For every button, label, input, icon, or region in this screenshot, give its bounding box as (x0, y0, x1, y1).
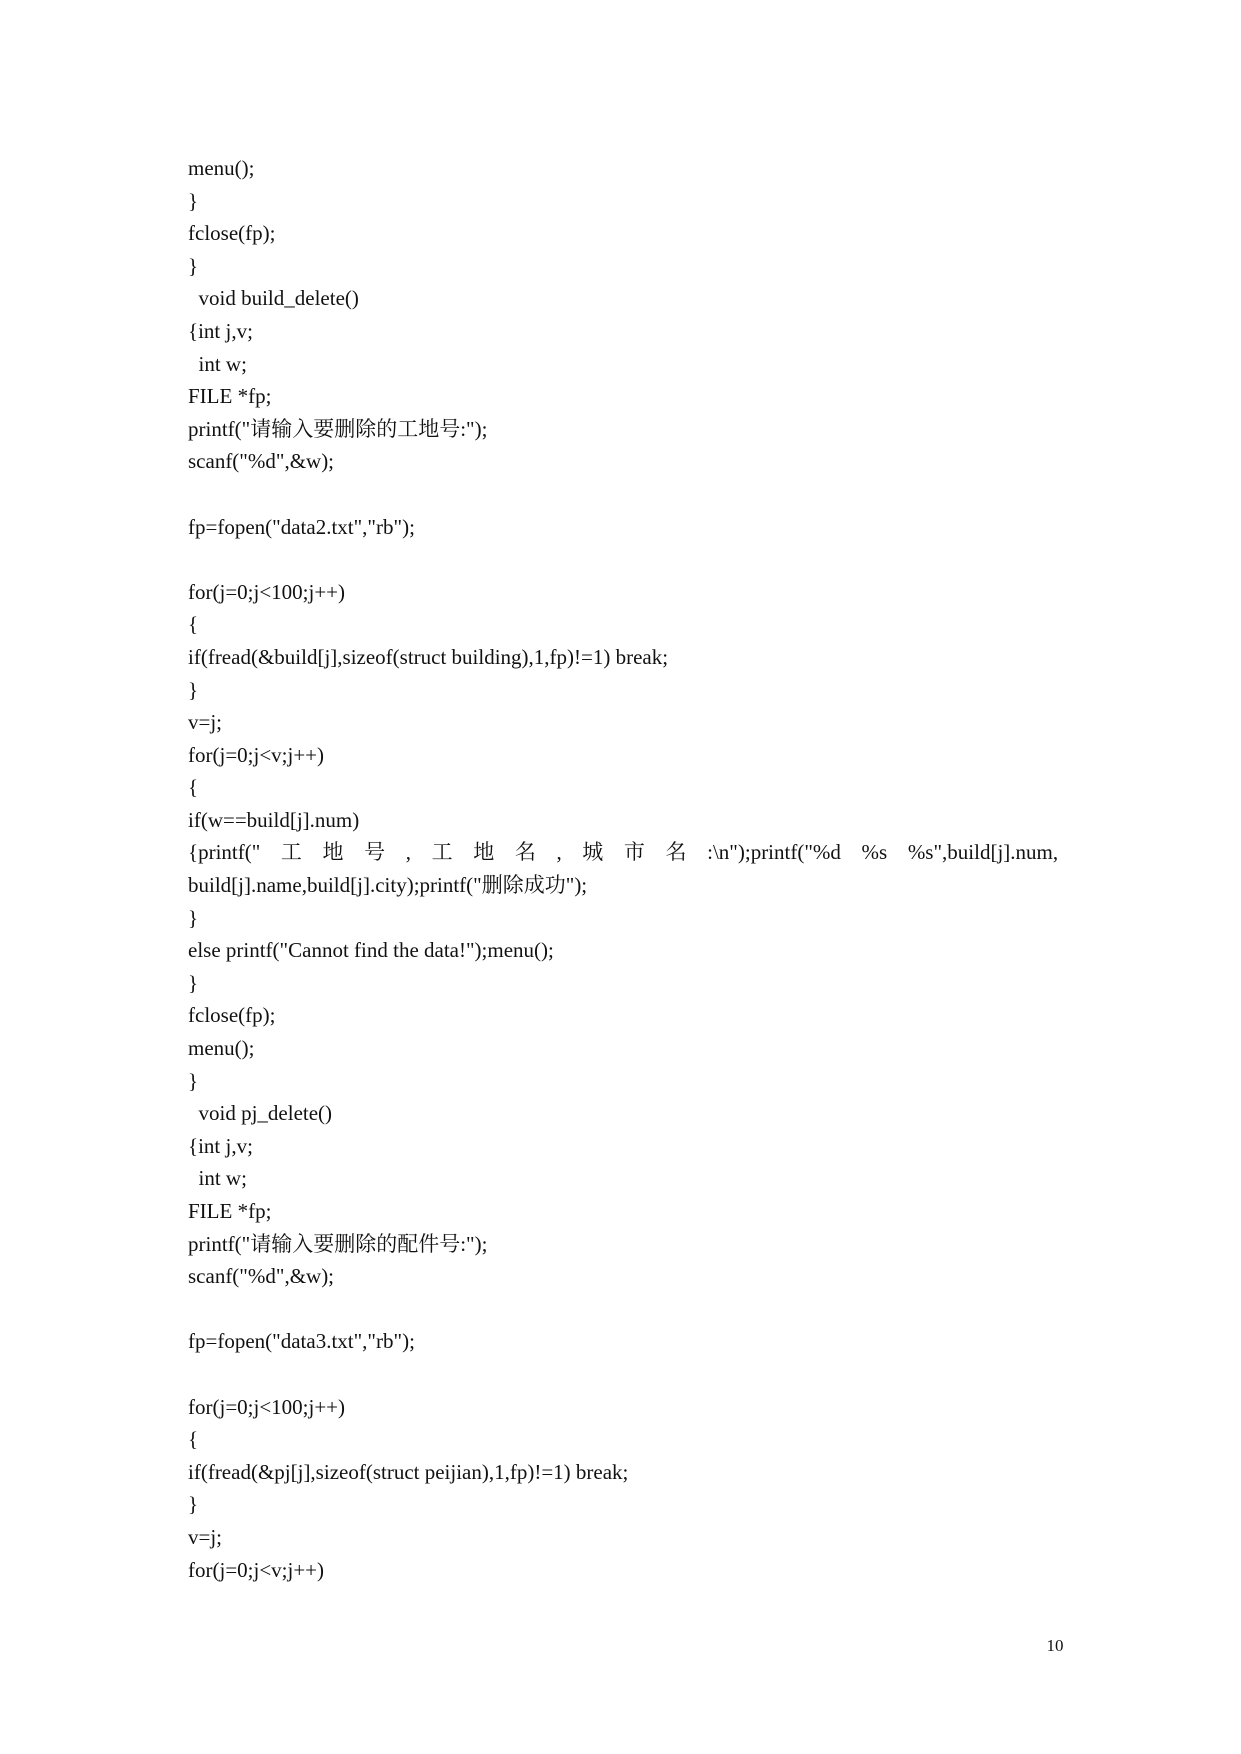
code-line: {int j,v; (188, 1133, 253, 1158)
blank-line (188, 1358, 1058, 1391)
code-line: { (188, 612, 199, 637)
code-line: v=j; (188, 1524, 223, 1549)
code-line: {int j,v; (188, 318, 253, 343)
code-listing (188, 152, 1058, 1586)
code-line: } (188, 188, 199, 213)
code-line: } (188, 1068, 199, 1093)
code-line: { (188, 1427, 199, 1452)
code-line: build[j].name,build[j].city);printf("删除成功"); (188, 873, 588, 898)
blank-line (188, 1293, 1058, 1326)
code-line: for(j=0;j<v;j++) (188, 1557, 325, 1582)
code-line: {printf(" 工 地 号 , 工 地 名 , 城 市 名 :\n");printf("%d %s %s",build[j].num, (188, 840, 1059, 865)
code-line: void pj_delete() (188, 1101, 333, 1126)
code-line: } (188, 253, 199, 278)
code-line: scanf("%d",&w); (188, 449, 335, 474)
code-line: if(w==build[j].num) (188, 807, 360, 832)
code-line: fp=fopen("data3.txt","rb"); (188, 1329, 415, 1354)
code-line: scanf("%d",&w); (188, 1264, 335, 1289)
code-line: } (188, 970, 199, 995)
code-line: for(j=0;j<v;j++) (188, 742, 325, 767)
code-line: FILE *fp; (188, 1199, 272, 1223)
blank-line (188, 478, 1058, 511)
code-line: else printf("Cannot find the data!");menu(); (188, 938, 554, 963)
code-line: { (188, 775, 199, 800)
code-line: } (188, 677, 199, 702)
code-line: menu(); (188, 1036, 255, 1061)
code-line: fp=fopen("data2.txt","rb"); (188, 514, 415, 539)
code-line: for(j=0;j<100;j++) (188, 1394, 346, 1419)
code-line: int w; (188, 351, 247, 376)
page-number: 10 (1046, 1636, 1064, 1655)
blank-line (188, 543, 1058, 576)
code-line: } (188, 905, 199, 930)
code-line: for(j=0;j<100;j++) (188, 579, 346, 604)
code-line: printf("请输入要删除的工地号:"); (188, 416, 488, 441)
code-line: } (188, 1492, 199, 1517)
code-line: fclose(fp); (188, 1003, 276, 1028)
code-line: int w; (188, 1166, 247, 1191)
code-line: printf("请输入要删除的配件号:"); (188, 1231, 488, 1256)
code-line: FILE *fp; (188, 384, 272, 409)
code-line: void build_delete() (188, 286, 359, 311)
code-line: if(fread(&pj[j],sizeof(struct peijian),1,fp)!=1) break; (188, 1459, 629, 1484)
code-line: if(fread(&build[j],sizeof(struct building),1,fp)!=1) break; (188, 644, 669, 669)
code-line: menu(); (188, 156, 255, 180)
code-line: v=j; (188, 710, 223, 735)
code-line: fclose(fp); (188, 221, 276, 246)
